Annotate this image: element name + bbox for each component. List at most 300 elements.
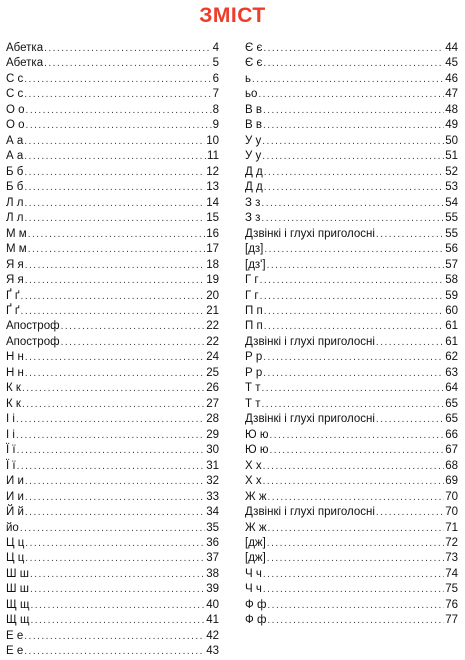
toc-entry-label: Я я xyxy=(6,258,24,271)
toc-entry xyxy=(245,134,458,149)
toc-entry xyxy=(6,582,219,597)
toc-entry-page-number: 10 xyxy=(206,134,219,147)
dot-leader xyxy=(260,273,445,288)
dot-leader xyxy=(263,103,444,118)
dot-leader xyxy=(267,613,444,628)
toc-entry-label: Ї ї xyxy=(6,444,16,457)
toc-entry-page-number: 50 xyxy=(445,134,458,147)
dot-leader xyxy=(24,196,205,211)
toc-entry-label: К к xyxy=(6,382,21,395)
toc-entry-label: Ч ч xyxy=(245,567,262,580)
dot-leader xyxy=(26,118,212,133)
toc-entry-label: [дз'] xyxy=(245,258,266,271)
dot-leader xyxy=(25,258,205,273)
toc-entry-page-number: 44 xyxy=(445,42,458,54)
toc-entry-label: Л л xyxy=(6,196,24,209)
toc-entry-label: Т т xyxy=(245,397,261,410)
toc-entry xyxy=(245,397,458,412)
toc-entry-label: З з xyxy=(245,212,261,225)
toc-entry-page-number: 42 xyxy=(206,629,219,642)
toc-entry-page-number: 55 xyxy=(445,212,458,225)
toc-entry-label: М м xyxy=(6,243,27,256)
toc-entry xyxy=(245,521,458,536)
toc-entry xyxy=(6,598,219,613)
toc-entry-label: Ю ю xyxy=(245,444,269,457)
dot-leader xyxy=(267,536,444,551)
toc-entry-label: Г г xyxy=(245,274,259,287)
toc-entry xyxy=(6,644,219,659)
dot-leader xyxy=(24,87,211,102)
toc-entry-label: Б б xyxy=(6,165,24,178)
toc-entry xyxy=(6,56,219,71)
toc-entry-label: [дз] xyxy=(245,243,264,256)
toc-entry xyxy=(245,41,458,56)
toc-entry-label: Л л xyxy=(6,212,24,225)
dot-leader xyxy=(263,41,444,56)
dot-leader xyxy=(22,397,205,412)
dot-leader xyxy=(269,428,444,443)
toc-entry xyxy=(245,72,458,87)
toc-entry xyxy=(6,41,219,56)
toc-entry-label: Т т xyxy=(245,382,261,395)
toc-entry-label: У у xyxy=(245,134,262,147)
toc-entry xyxy=(245,412,458,427)
toc-entry xyxy=(6,211,219,226)
dot-leader xyxy=(263,567,444,582)
toc-entry-label: Ч ч xyxy=(245,583,262,596)
toc-entry-label: Ш ш xyxy=(6,583,29,596)
dot-leader xyxy=(267,258,445,273)
toc-entry xyxy=(6,412,219,427)
toc-entry-page-number: 71 xyxy=(445,521,458,534)
dot-leader xyxy=(263,582,444,597)
toc-entry xyxy=(6,180,219,195)
dot-leader xyxy=(260,289,445,304)
toc-entry-page-number: 34 xyxy=(206,506,219,519)
toc-entry-label: Е е xyxy=(6,645,24,658)
dot-leader xyxy=(25,551,205,566)
toc-entry-label: О о xyxy=(6,103,25,116)
dot-leader xyxy=(264,242,444,257)
toc-entry-page-number: 19 xyxy=(206,274,219,287)
toc-entry xyxy=(6,443,219,458)
toc-entry xyxy=(245,258,458,273)
dot-leader xyxy=(264,304,445,319)
toc-entry-page-number: 7 xyxy=(212,88,219,101)
toc-entry-label: Апостроф xyxy=(6,335,60,348)
toc-entry xyxy=(245,319,458,334)
dot-leader xyxy=(30,613,205,628)
toc-entry xyxy=(245,381,458,396)
toc-entry xyxy=(245,87,458,102)
toc-entry-label: Е е xyxy=(6,629,24,642)
dot-leader xyxy=(44,56,212,71)
toc-entry-label: Дзвінкі і глухі приголосні xyxy=(245,506,375,519)
dot-leader xyxy=(25,273,205,288)
toc-entry xyxy=(245,551,458,566)
dot-leader xyxy=(263,366,444,381)
toc-entry-page-number: 52 xyxy=(445,165,458,178)
toc-entry xyxy=(245,273,458,288)
toc-entry-page-number: 25 xyxy=(206,366,219,379)
toc-entry-label: Д д xyxy=(245,165,263,178)
toc-entry xyxy=(6,227,219,242)
toc-entry-page-number: 20 xyxy=(206,289,219,302)
dot-leader xyxy=(376,227,444,242)
dot-leader xyxy=(264,180,445,195)
toc-entry-page-number: 51 xyxy=(445,150,458,163)
toc-entry-label: ьо xyxy=(245,88,258,101)
toc-entry-page-number: 31 xyxy=(206,459,219,472)
toc-entry xyxy=(6,319,219,334)
toc-entry-page-number: 53 xyxy=(445,181,458,194)
toc-entry-page-number: 54 xyxy=(445,196,458,209)
toc-entry-label: Є є xyxy=(245,42,263,54)
dot-leader xyxy=(25,536,205,551)
dot-leader xyxy=(20,521,205,536)
toc-entry-page-number: 5 xyxy=(212,57,219,70)
toc-entry xyxy=(6,149,219,164)
dot-leader xyxy=(263,118,444,133)
toc-entry-page-number: 9 xyxy=(212,119,219,132)
toc-entry-label: Ґ ґ xyxy=(6,304,20,317)
toc-entry xyxy=(6,490,219,505)
toc-entry xyxy=(6,629,219,644)
dot-leader xyxy=(24,211,205,226)
toc-entry-page-number: 32 xyxy=(206,475,219,488)
toc-entry-page-number: 36 xyxy=(206,537,219,549)
toc-entry-page-number: 65 xyxy=(445,397,458,410)
toc-entry-page-number: 29 xyxy=(206,428,219,441)
toc-entry xyxy=(245,459,458,474)
toc-entry-label: В в xyxy=(245,119,262,132)
toc-entry-page-number: 17 xyxy=(206,243,219,256)
dot-leader xyxy=(264,165,445,180)
dot-leader xyxy=(26,103,212,118)
toc-entry xyxy=(245,211,458,226)
dot-leader xyxy=(263,474,445,489)
toc-entry-page-number: 75 xyxy=(445,583,458,596)
toc-entry xyxy=(6,196,219,211)
toc-entry-page-number: 62 xyxy=(445,351,458,364)
toc-entry-label: П п xyxy=(245,320,263,333)
toc-entry-label: С с xyxy=(6,88,24,101)
toc-entry-label: [дж] xyxy=(245,552,266,565)
dot-leader xyxy=(269,443,444,458)
dot-leader xyxy=(25,490,205,505)
toc-entry-page-number: 49 xyxy=(445,119,458,132)
toc-entry xyxy=(6,366,219,381)
toc-entry-page-number: 56 xyxy=(445,243,458,256)
dot-leader xyxy=(376,505,444,520)
dot-leader xyxy=(24,149,206,164)
toc-entry xyxy=(245,196,458,211)
dot-leader xyxy=(61,335,206,350)
dot-leader xyxy=(262,397,445,412)
toc-entry-page-number: 68 xyxy=(445,459,458,472)
toc-entry xyxy=(6,242,219,257)
toc-entry xyxy=(245,56,458,71)
toc-entry-page-number: 18 xyxy=(206,258,219,271)
toc-entry-page-number: 64 xyxy=(445,382,458,395)
toc-entry xyxy=(6,273,219,288)
toc-entry xyxy=(245,304,458,319)
dot-leader xyxy=(263,459,445,474)
dot-leader xyxy=(30,567,205,582)
toc-entry-label: Ф ф xyxy=(245,614,267,627)
toc-entry xyxy=(6,397,219,412)
toc-entry-label: М м xyxy=(6,227,27,240)
toc-entry-page-number: 38 xyxy=(206,567,219,580)
toc-entry-label: Дзвінкі і глухі приголосні xyxy=(245,413,375,426)
dot-leader xyxy=(252,72,444,87)
dot-leader xyxy=(268,521,445,536)
toc-entry-page-number: 61 xyxy=(445,335,458,348)
dot-leader xyxy=(16,412,205,427)
toc-entry-page-number: 12 xyxy=(206,165,219,178)
toc-entry-label: Щ щ xyxy=(6,598,30,611)
toc-entry-page-number: 13 xyxy=(206,181,219,194)
toc-entry-page-number: 33 xyxy=(206,490,219,503)
toc-entry-label: Ц ц xyxy=(6,537,25,549)
toc-entry-page-number: 59 xyxy=(445,289,458,302)
toc-entry-page-number: 28 xyxy=(206,413,219,426)
toc-entry-label: У у xyxy=(245,150,262,163)
dot-leader xyxy=(376,412,444,427)
toc-entry xyxy=(245,165,458,180)
toc-entry xyxy=(6,459,219,474)
toc-entry-label: Ї ї xyxy=(6,459,16,472)
toc-entry xyxy=(6,551,219,566)
toc-entry-label: К к xyxy=(6,397,21,410)
toc-entry-label: И и xyxy=(6,490,24,503)
dot-leader xyxy=(21,289,206,304)
toc-entry xyxy=(6,350,219,365)
toc-entry-page-number: 6 xyxy=(212,72,219,85)
toc-entry-page-number: 43 xyxy=(206,645,219,658)
toc-entry xyxy=(245,289,458,304)
dot-leader xyxy=(264,319,445,334)
toc-entry-page-number: 39 xyxy=(206,583,219,596)
dot-leader xyxy=(25,366,205,381)
toc-entry-label: Д д xyxy=(245,181,263,194)
toc-entry-page-number: 15 xyxy=(206,212,219,225)
toc-entry-page-number: 73 xyxy=(445,552,458,565)
toc-entry xyxy=(6,304,219,319)
dot-leader xyxy=(263,56,444,71)
dot-leader xyxy=(263,350,444,365)
toc-entry xyxy=(6,134,219,149)
toc-entry xyxy=(245,443,458,458)
dot-leader xyxy=(25,350,205,365)
toc-entry-label: Я я xyxy=(6,274,24,287)
toc-entry xyxy=(245,350,458,365)
toc-entry-label: Ґ ґ xyxy=(6,289,20,302)
toc-column-right xyxy=(245,41,458,629)
toc-column-left xyxy=(6,41,219,660)
dot-leader xyxy=(262,134,444,149)
toc-entry xyxy=(245,118,458,133)
toc-entry xyxy=(6,289,219,304)
toc-entry-label: Щ щ xyxy=(6,614,30,627)
toc-entry xyxy=(245,490,458,505)
toc-entry-label: Й й xyxy=(6,506,24,519)
toc-entry-page-number: 70 xyxy=(445,490,458,503)
dot-leader xyxy=(24,180,205,195)
toc-entry xyxy=(245,242,458,257)
toc-entry-label: В в xyxy=(245,103,262,116)
toc-entry-label: [дж] xyxy=(245,537,266,549)
toc-entry xyxy=(6,118,219,133)
dot-leader xyxy=(267,598,444,613)
toc-entry-page-number: 4 xyxy=(212,42,219,54)
toc-entry-page-number: 37 xyxy=(206,552,219,565)
dot-leader xyxy=(21,304,206,319)
toc-entry-label: Х х xyxy=(245,475,262,488)
dot-leader xyxy=(28,227,206,242)
toc-entry-label: Н н xyxy=(6,351,24,364)
toc-entry xyxy=(6,567,219,582)
dot-leader xyxy=(25,505,205,520)
toc-entry-label: Н н xyxy=(6,366,24,379)
toc-entry-page-number: 55 xyxy=(445,227,458,240)
toc-entry xyxy=(245,536,458,551)
toc-entry-label: Г г xyxy=(245,289,259,302)
toc-entry-page-number: 26 xyxy=(206,382,219,395)
toc-entry-page-number: 60 xyxy=(445,304,458,317)
toc-entry-page-number: 47 xyxy=(445,88,458,101)
dot-leader xyxy=(258,87,444,102)
toc-entry-page-number: 67 xyxy=(445,444,458,457)
toc-entry xyxy=(6,536,219,551)
dot-leader xyxy=(261,196,444,211)
toc-entry xyxy=(245,474,458,489)
toc-entry-label: П п xyxy=(245,304,263,317)
toc-entry-label: І і xyxy=(6,428,15,441)
toc-entry xyxy=(245,227,458,242)
toc-entry xyxy=(6,474,219,489)
toc-entry-page-number: 45 xyxy=(445,57,458,70)
toc-entry xyxy=(6,335,219,350)
toc-entry xyxy=(6,103,219,118)
dot-leader xyxy=(261,211,444,226)
toc-entry-page-number: 57 xyxy=(445,258,458,271)
toc-entry-page-number: 21 xyxy=(206,304,219,317)
toc-entry-label: Р р xyxy=(245,366,263,379)
toc-entry-page-number: 58 xyxy=(445,274,458,287)
toc-entry xyxy=(245,366,458,381)
toc-entry-page-number: 22 xyxy=(206,320,219,333)
toc-entry xyxy=(6,87,219,102)
toc-entry-page-number: 61 xyxy=(445,320,458,333)
dot-leader xyxy=(24,165,205,180)
toc-entry-label: Абетка xyxy=(6,42,44,54)
dot-leader xyxy=(30,582,205,597)
dot-leader xyxy=(262,381,445,396)
toc-entry-label: О о xyxy=(6,119,25,132)
toc-entry-label: И и xyxy=(6,475,24,488)
toc-entry-label: Ш ш xyxy=(6,567,29,580)
toc-entry-label: Б б xyxy=(6,181,24,194)
toc-entry-label: Ж ж xyxy=(245,490,267,503)
dot-leader xyxy=(28,242,206,257)
dot-leader xyxy=(17,443,206,458)
dot-leader xyxy=(25,474,205,489)
toc-entry xyxy=(245,149,458,164)
toc-entry-page-number: 70 xyxy=(445,506,458,519)
toc-entry xyxy=(245,428,458,443)
toc-entry xyxy=(245,598,458,613)
toc-entry-page-number: 30 xyxy=(206,444,219,457)
toc-entry-page-number: 65 xyxy=(445,413,458,426)
toc-entry-label: Дзвінкі і глухі приголосні xyxy=(245,227,375,240)
toc-entry-page-number: 40 xyxy=(206,598,219,611)
toc-entry-label: Дзвінкі і глухі приголосні xyxy=(245,335,375,348)
toc-entry-label: Ж ж xyxy=(245,521,267,534)
dot-leader xyxy=(30,598,205,613)
toc-entry-page-number: 74 xyxy=(445,567,458,580)
toc-entry-page-number: 46 xyxy=(445,72,458,85)
toc-entry xyxy=(6,381,219,396)
toc-entry xyxy=(6,72,219,87)
dot-leader xyxy=(268,490,445,505)
dot-leader xyxy=(24,134,205,149)
toc-entry-label: Ф ф xyxy=(245,598,267,611)
dot-leader xyxy=(24,72,211,87)
toc-entry-label: І і xyxy=(6,413,15,426)
dot-leader xyxy=(17,459,206,474)
toc-entry xyxy=(6,521,219,536)
dot-leader xyxy=(44,41,212,56)
toc-entry xyxy=(245,335,458,350)
toc-entry-label: Х х xyxy=(245,459,262,472)
dot-leader xyxy=(262,149,444,164)
page-title: ЗМІСТ xyxy=(199,4,266,27)
toc-entry-label: З з xyxy=(245,196,261,209)
toc-entry xyxy=(6,505,219,520)
toc-entry-label: Ю ю xyxy=(245,428,269,441)
toc-entry xyxy=(6,613,219,628)
toc-entry-page-number: 24 xyxy=(206,351,219,364)
dot-leader xyxy=(61,319,206,334)
toc-entry xyxy=(245,582,458,597)
toc-entry-page-number: 22 xyxy=(206,335,219,348)
toc-entry xyxy=(245,567,458,582)
toc-entry-page-number: 8 xyxy=(212,103,219,116)
toc-entry xyxy=(6,258,219,273)
toc-entry-label: Ц ц xyxy=(6,552,25,565)
toc-entry-page-number: 48 xyxy=(445,103,458,116)
toc-entry xyxy=(6,165,219,180)
toc-entry xyxy=(245,613,458,628)
toc-entry xyxy=(245,180,458,195)
toc-entry-label: Є є xyxy=(245,57,263,70)
toc-entry-page-number: 14 xyxy=(206,196,219,209)
toc-entry-label: йо xyxy=(6,521,19,534)
dot-leader xyxy=(22,381,205,396)
toc-entry-label: А а xyxy=(6,134,24,147)
toc-entry-label: Абетка xyxy=(6,57,44,70)
toc-entry-page-number: 63 xyxy=(445,366,458,379)
toc-entry-page-number: 72 xyxy=(445,537,458,549)
toc-entry-page-number: 77 xyxy=(445,614,458,627)
toc-entry-page-number: 27 xyxy=(206,397,219,410)
toc-entry-label: Апостроф xyxy=(6,320,60,333)
toc-entry-page-number: 41 xyxy=(206,614,219,627)
toc-entry-label: Р р xyxy=(245,351,263,364)
dot-leader xyxy=(24,629,205,644)
toc-entry-page-number: 66 xyxy=(445,428,458,441)
